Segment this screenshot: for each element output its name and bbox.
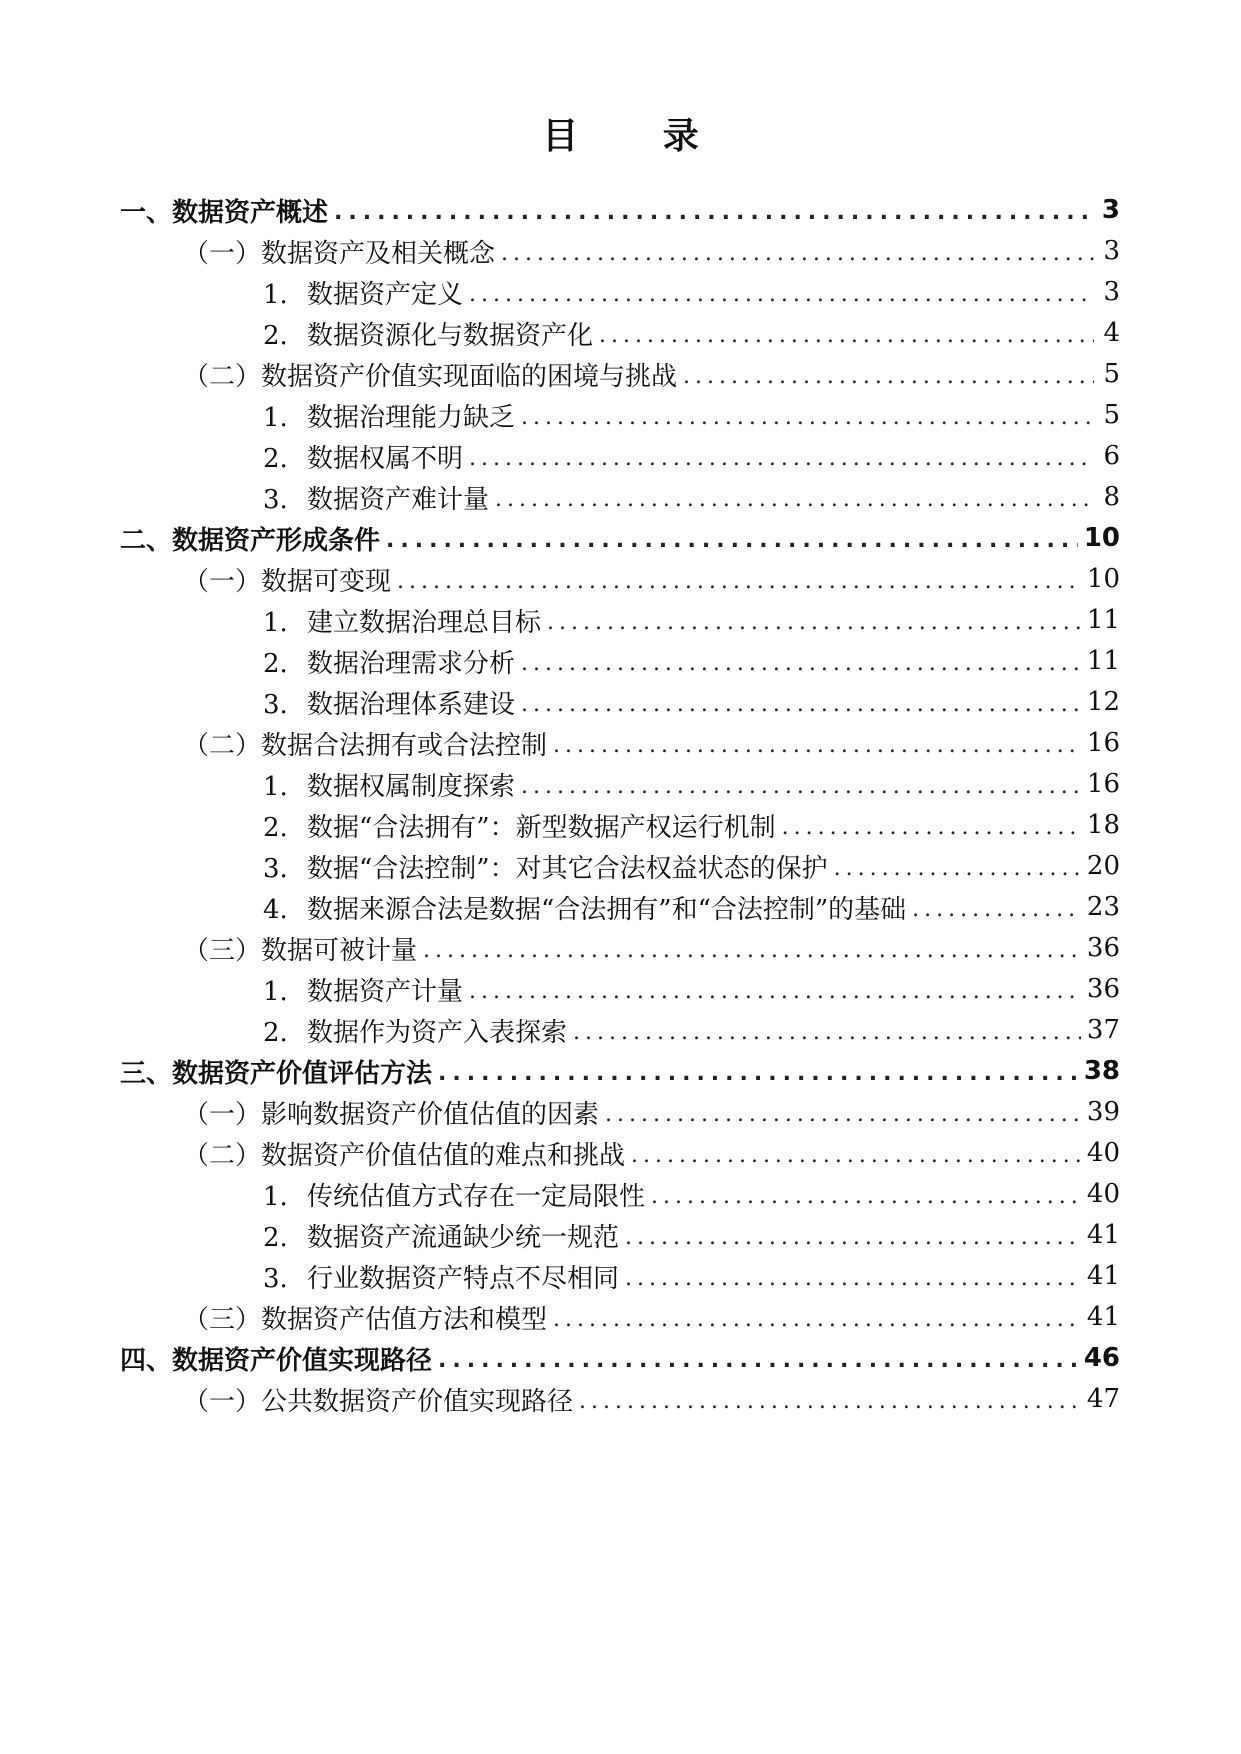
toc-dot-leader	[553, 1307, 1081, 1332]
toc-entry[interactable]	[120, 187, 1120, 233]
toc-entry-text: 数据资产计量	[307, 976, 464, 1007]
toc-entry-text: 数据“合法控制”：对其它合法权益状态的保护	[307, 853, 828, 884]
toc-page-number: 8	[1103, 482, 1120, 512]
toc-page-number: 41	[1086, 1302, 1120, 1332]
toc-dot-leader	[469, 282, 1094, 307]
toc-entry-number: 1.	[263, 976, 288, 1007]
toc-entry-label	[263, 1217, 619, 1254]
toc-entry-label	[263, 889, 906, 926]
toc-entry-text: 一、数据资产概述	[120, 197, 329, 228]
toc-entry-label	[263, 766, 515, 803]
toc-entry-text: （二）数据资产价值实现面临的困境与挑战	[183, 361, 678, 392]
toc-page-number: 10	[1086, 564, 1120, 594]
toc-entry[interactable]	[183, 556, 1120, 602]
toc-entry[interactable]	[120, 1335, 1120, 1381]
toc-dot-leader	[423, 938, 1081, 963]
toc-entry-text: 数据作为资产入表探索	[307, 1017, 568, 1048]
toc-entry-label	[263, 1012, 567, 1049]
toc-dot-leader	[625, 1266, 1081, 1291]
toc-entry-text: 数据来源合法是数据“合法拥有”和“合法控制”的基础	[307, 894, 907, 925]
toc-page-number: 36	[1086, 933, 1120, 963]
toc-page-number: 11	[1086, 605, 1120, 635]
toc-entry-number: 1.	[263, 607, 288, 638]
toc-entry[interactable]	[183, 1376, 1120, 1422]
toc-dot-leader	[912, 897, 1081, 922]
toc-dot-leader	[605, 1102, 1081, 1127]
toc-entry[interactable]	[120, 515, 1120, 561]
toc-dot-leader	[553, 733, 1081, 758]
toc-page-number: 23	[1086, 892, 1120, 922]
toc-page-number: 46	[1083, 1343, 1120, 1373]
toc-entry-label	[263, 1258, 619, 1295]
toc-page-number: 3	[1103, 236, 1120, 266]
toc-entry-text: 数据资源化与数据资产化	[307, 320, 594, 351]
toc-entry-text: （一）数据可变现	[183, 566, 392, 597]
toc-page-number: 3	[1101, 195, 1120, 225]
toc-entry-label	[183, 930, 417, 967]
toc-page-number: 41	[1086, 1261, 1120, 1291]
toc-entry-label	[183, 1299, 547, 1336]
toc-entry-number: 1.	[263, 279, 288, 310]
toc-dot-leader	[651, 1184, 1081, 1209]
toc-entry[interactable]	[263, 679, 1120, 725]
toc-entry-number: 2.	[263, 1017, 288, 1048]
toc-entry-text: 数据资产难计量	[307, 484, 490, 515]
toc-page-number: 5	[1103, 400, 1120, 430]
toc-entry-label	[183, 1135, 625, 1172]
toc-entry-label	[120, 1340, 432, 1377]
toc-entry[interactable]	[263, 1171, 1120, 1217]
toc-entry-number: 3.	[263, 689, 288, 720]
toc-entry-text: （三）数据可被计量	[183, 935, 418, 966]
toc-entry-label	[120, 520, 380, 557]
toc-entry-number: 3.	[263, 484, 288, 515]
toc-entry-number: 1.	[263, 402, 288, 433]
toc-entry-text: 数据治理需求分析	[307, 648, 516, 679]
toc-entry[interactable]	[263, 392, 1120, 438]
toc-page-number: 38	[1083, 1056, 1120, 1086]
page-title: 目 录	[542, 116, 735, 157]
toc-dot-leader	[599, 323, 1094, 348]
toc-entry-text: 三、数据资产价值评估方法	[120, 1058, 433, 1089]
toc-entry-label	[183, 1094, 599, 1131]
toc-page-number: 16	[1086, 728, 1120, 758]
toc-dot-leader	[521, 774, 1081, 799]
toc-page-number: 40	[1086, 1138, 1120, 1168]
toc-entry[interactable]	[263, 1007, 1120, 1053]
toc-entry-text: 建立数据治理总目标	[307, 607, 542, 638]
toc-entry[interactable]	[263, 802, 1120, 848]
toc-entry-label	[263, 602, 541, 639]
toc-entry[interactable]	[263, 474, 1120, 520]
toc-entry-label	[263, 1176, 645, 1213]
toc-entry-number: 1.	[263, 1181, 288, 1212]
toc-dot-leader	[495, 487, 1094, 512]
toc-page-number: 11	[1086, 646, 1120, 676]
toc-entry[interactable]	[183, 351, 1120, 397]
toc-entry-label	[120, 192, 328, 229]
toc-entry-label	[263, 643, 515, 680]
toc-dot-leader	[438, 1348, 1078, 1373]
toc-dot-leader	[631, 1143, 1081, 1168]
toc-entry-text: （一）公共数据资产价值实现路径	[183, 1386, 574, 1417]
toc-entry-number: 2.	[263, 648, 288, 679]
toc-entry[interactable]	[263, 761, 1120, 807]
toc-page-number: 20	[1086, 851, 1120, 881]
toc-entry-text: 数据权属不明	[307, 443, 464, 474]
toc-entry-label	[120, 1053, 432, 1090]
toc-entry[interactable]	[263, 884, 1120, 930]
toc-entry[interactable]	[183, 1089, 1120, 1135]
toc-entry-text: （二）数据资产价值估值的难点和挑战	[183, 1140, 626, 1171]
toc-entry-label	[183, 356, 677, 393]
toc-entry[interactable]	[183, 925, 1120, 971]
toc-dot-leader	[501, 241, 1094, 266]
toc-entry-text: （二）数据合法拥有或合法控制	[183, 730, 548, 761]
toc-dot-leader	[625, 1225, 1081, 1250]
toc-entry[interactable]	[263, 269, 1120, 315]
toc-page-number: 18	[1086, 810, 1120, 840]
toc-dot-leader	[438, 1061, 1078, 1086]
toc-page-number: 4	[1103, 318, 1120, 348]
toc-entry-label	[183, 561, 391, 598]
toc-page-number: 6	[1103, 441, 1120, 471]
toc-page-number: 10	[1083, 523, 1120, 553]
toc-entry[interactable]	[263, 843, 1120, 889]
toc-dot-leader	[782, 815, 1081, 840]
toc-entry-number: 2.	[263, 443, 288, 474]
toc-entry-label	[263, 479, 489, 516]
toc-entry-text: 数据资产定义	[307, 279, 464, 310]
toc-entry-label	[183, 725, 547, 762]
toc-entry[interactable]	[263, 1212, 1120, 1258]
toc-page-number: 41	[1086, 1220, 1120, 1250]
toc-dot-leader	[521, 692, 1081, 717]
toc-entry-label	[263, 684, 515, 721]
toc-entry-label	[263, 971, 463, 1008]
toc-dot-leader	[547, 610, 1081, 635]
toc-entry[interactable]	[183, 228, 1120, 274]
toc-page-number: 39	[1086, 1097, 1120, 1127]
toc-entry-label	[263, 438, 463, 475]
toc-dot-leader	[469, 446, 1094, 471]
toc-entry[interactable]	[263, 638, 1120, 684]
toc-page-number: 37	[1086, 1015, 1120, 1045]
toc-dot-leader	[469, 979, 1081, 1004]
toc-entry-number: 4.	[263, 894, 288, 925]
toc-entry-text: 传统估值方式存在一定局限性	[307, 1181, 646, 1212]
toc-dot-leader	[397, 569, 1081, 594]
toc-page-number: 16	[1086, 769, 1120, 799]
toc-entry-number: 3.	[263, 853, 288, 884]
toc-entry-number: 2.	[263, 320, 288, 351]
toc-dot-leader	[573, 1020, 1081, 1045]
toc-entry-label	[263, 848, 828, 885]
toc-entry-label	[263, 315, 593, 352]
toc-entry-text: （一）数据资产及相关概念	[183, 238, 496, 269]
toc-dot-leader	[334, 200, 1094, 225]
toc-entry-number: 3.	[263, 1263, 288, 1294]
toc-entry[interactable]	[183, 1294, 1120, 1340]
toc-page-number: 47	[1086, 1384, 1120, 1414]
toc-entry-label	[263, 807, 776, 844]
toc-entry[interactable]	[263, 1253, 1120, 1299]
toc-entry-text: （一）影响数据资产价值估值的因素	[183, 1099, 600, 1130]
toc-entry-label	[183, 233, 495, 270]
toc-page-number: 12	[1086, 687, 1120, 717]
toc-entry-text: 数据权属制度探索	[307, 771, 516, 802]
toc-entry[interactable]	[120, 1048, 1120, 1094]
toc-entry-text: 数据“合法拥有”：新型数据产权运行机制	[307, 812, 776, 843]
toc-page-number: 36	[1086, 974, 1120, 1004]
toc-entry-label	[263, 397, 515, 434]
toc-dot-leader	[386, 528, 1078, 553]
toc-page-number: 3	[1103, 277, 1120, 307]
toc-entry-text: 数据资产流通缺少统一规范	[307, 1222, 620, 1253]
toc-entry[interactable]	[183, 720, 1120, 766]
toc-dot-leader	[834, 856, 1081, 881]
toc-entry-text: （三）数据资产估值方法和模型	[183, 1304, 548, 1335]
toc-dot-leader	[683, 364, 1094, 389]
toc-entry-number: 2.	[263, 1222, 288, 1253]
toc-entry[interactable]	[263, 966, 1120, 1012]
toc-dot-leader	[521, 405, 1094, 430]
toc-entry-label	[183, 1381, 573, 1418]
toc-entry[interactable]	[263, 597, 1120, 643]
toc-entry-text: 四、数据资产价值实现路径	[120, 1345, 433, 1376]
toc-entry-number: 1.	[263, 771, 288, 802]
toc-dot-leader	[521, 651, 1081, 676]
toc-entry-text: 二、数据资产形成条件	[120, 525, 381, 556]
toc-entry-text: 行业数据资产特点不尽相同	[307, 1263, 620, 1294]
toc-entry-label	[263, 274, 463, 311]
toc-entry[interactable]	[263, 310, 1120, 356]
toc-entry-number: 2.	[263, 812, 288, 843]
toc-entry[interactable]	[183, 1130, 1120, 1176]
toc-page-number: 40	[1086, 1179, 1120, 1209]
toc-dot-leader	[579, 1389, 1081, 1414]
toc-page-number: 5	[1103, 359, 1120, 389]
toc-entry-text: 数据治理能力缺乏	[307, 402, 516, 433]
toc-entry-text: 数据治理体系建设	[307, 689, 516, 720]
toc-entry[interactable]	[263, 433, 1120, 479]
